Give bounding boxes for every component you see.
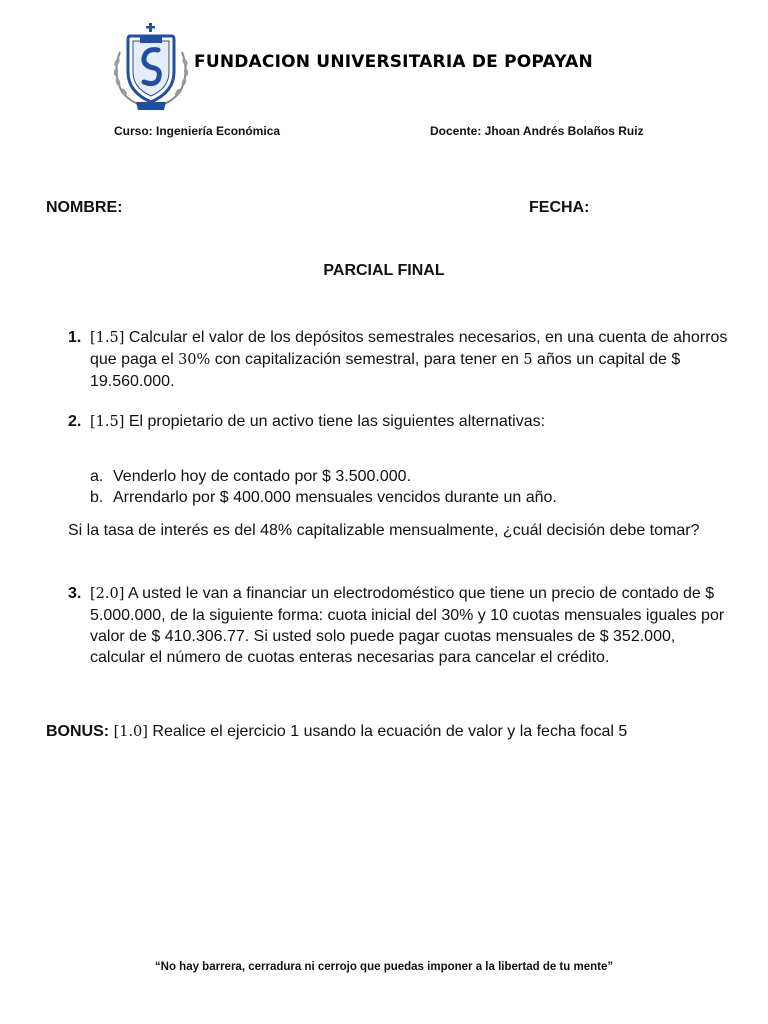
footer-quote: “No hay barrera, cerradura ni cerrojo que puedas imponer a la libertad de tu mente”: [154, 961, 614, 973]
option-text: Venderlo hoy de contado por $ 3.500.000.: [113, 468, 412, 485]
institution-name: FUNDACION UNIVERSITARIA DE POPAYAN: [194, 52, 593, 72]
bonus-text: Realice el ejercicio 1 usando la ecuación de valor y la fecha focal 5: [147, 723, 628, 740]
question-text-part: con capitalización semestral, para tener en: [210, 351, 524, 368]
exam-title: PARCIAL FINAL: [323, 262, 445, 279]
option-letter: b.: [90, 489, 104, 506]
question-points: [2.0]: [90, 586, 125, 602]
question-years: 5: [523, 352, 533, 368]
name-field-label: NOMBRE:: [46, 199, 123, 216]
option-text: Arrendarlo por $ 400.000 mensuales vencidos durante un año.: [113, 489, 557, 506]
question-number: 1.: [68, 329, 82, 346]
question-1: [68, 327, 728, 392]
question-text: El propietario de un activo tiene las siguientes alternativas:: [124, 413, 546, 430]
option-item: [90, 487, 557, 508]
question-2-note: Si la tasa de interés es del 48% capitalizable mensualmente, ¿cuál decisión debe tomar?: [68, 522, 700, 539]
university-logo: [108, 22, 194, 114]
question-number: 2.: [68, 413, 82, 430]
option-letter: a.: [90, 468, 104, 485]
university-crest-icon: [108, 22, 194, 114]
question-text-part: años un capital de $ 19.560.000.: [90, 351, 681, 390]
question-body: [90, 411, 728, 433]
question-body: [90, 327, 728, 392]
question-2: [68, 411, 728, 433]
question-rate: 30%: [178, 352, 211, 368]
question-2-options: [90, 466, 557, 508]
question-number: 3.: [68, 585, 82, 602]
question-text-part: Calcular el valor de los depósitos semestrales necesarios, en una cuenta de ahorros que paga el: [90, 329, 728, 368]
question-3: [68, 583, 728, 668]
question-text: A usted le van a financiar un electrodoméstico que tiene un precio de contado de $ 5.000.000, de la siguiente forma: cuota inicial del 30% y 10 cuotas mensuales iguales por valor de $ 410.306.77. Si usted solo puede pagar cuotas mensuales de $ 352.000, calcular el número de cuotas enteras necesarias para cancelar el crédito.: [90, 585, 725, 666]
teacher-label: Docente: Jhoan Andrés Bolaños Ruiz: [430, 124, 644, 138]
question-body: [90, 583, 728, 668]
bonus-question: [46, 721, 627, 743]
question-points: [1.5]: [90, 414, 125, 430]
bonus-points: [1.0]: [113, 724, 148, 740]
course-label: Curso: Ingeniería Económica: [114, 124, 281, 138]
bonus-label: BONUS:: [46, 723, 110, 740]
question-points: [1.5]: [90, 330, 125, 346]
option-item: [90, 466, 557, 487]
date-field-label: FECHA:: [529, 199, 590, 216]
